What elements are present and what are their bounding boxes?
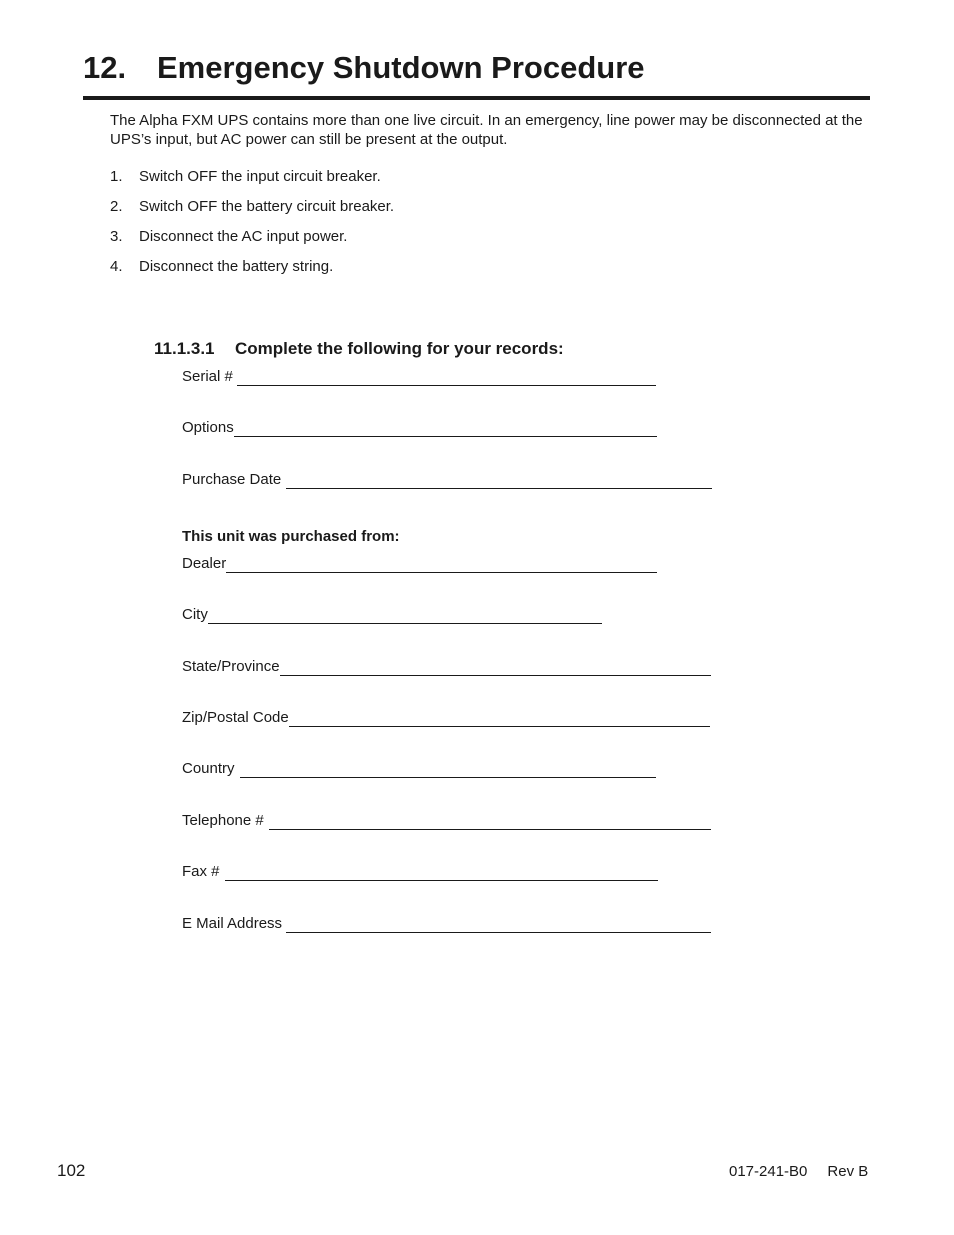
purchase-date-label: Purchase Date: [182, 471, 282, 488]
step-number: 2.: [110, 198, 123, 215]
purchased-from-heading: This unit was purchased from:: [182, 528, 400, 545]
fax-input-line[interactable]: [225, 866, 658, 881]
serial-field: [182, 366, 656, 386]
list-item: [110, 257, 394, 287]
telephone-input-line[interactable]: [269, 815, 711, 830]
dealer-label: Dealer: [182, 555, 227, 572]
page-number: 102: [57, 1161, 86, 1180]
page-title: [83, 48, 645, 88]
doc-number: 017-241-B0: [729, 1163, 808, 1180]
telephone-label: Telephone #: [182, 812, 264, 829]
step-number: 3.: [110, 228, 123, 245]
purchase-date-input-line[interactable]: [286, 474, 712, 489]
records-heading: [154, 338, 564, 360]
options-field: [182, 417, 657, 437]
email-field: [182, 913, 711, 933]
list-item: [110, 227, 394, 257]
telephone-field: [182, 810, 711, 830]
country-input-line[interactable]: [240, 763, 656, 778]
step-text: Disconnect the AC input power.: [139, 228, 348, 245]
records-section-number: 11.1.3.1: [154, 339, 215, 358]
city-input-line[interactable]: [208, 609, 602, 624]
serial-input-line[interactable]: [237, 371, 656, 386]
shutdown-steps: [110, 167, 394, 287]
state-field: [182, 656, 711, 676]
revision: Rev B: [827, 1163, 869, 1180]
step-number: 4.: [110, 258, 123, 275]
state-input-line[interactable]: [280, 661, 711, 676]
section-number: 12.: [83, 50, 127, 85]
state-label: State/Province: [182, 658, 280, 675]
list-item: [110, 167, 394, 197]
footer-doc-info: [729, 1163, 868, 1181]
options-input-line[interactable]: [234, 422, 657, 437]
step-number: 1.: [110, 168, 123, 185]
dealer-input-line[interactable]: [226, 558, 657, 573]
zip-input-line[interactable]: [289, 712, 710, 727]
fax-field: [182, 861, 658, 881]
section-title: Emergency Shutdown Procedure: [157, 50, 645, 85]
city-field: [182, 604, 602, 624]
zip-label: Zip/Postal Code: [182, 709, 289, 726]
title-divider: [83, 96, 870, 100]
country-field: [182, 758, 656, 778]
email-input-line[interactable]: [286, 918, 711, 933]
list-item: [110, 197, 394, 227]
records-heading-text: Complete the following for your records:: [235, 339, 564, 358]
fax-label: Fax #: [182, 863, 220, 880]
email-label: E Mail Address: [182, 915, 283, 932]
step-text: Switch OFF the input circuit breaker.: [139, 168, 381, 185]
dealer-field: [182, 553, 657, 573]
step-text: Disconnect the battery string.: [139, 258, 334, 275]
city-label: City: [182, 606, 208, 623]
purchase-date-field: [182, 469, 712, 489]
serial-label: Serial #: [182, 368, 233, 385]
options-label: Options: [182, 419, 234, 436]
zip-field: [182, 707, 710, 727]
country-label: Country: [182, 760, 235, 777]
step-text: Switch OFF the battery circuit breaker.: [139, 198, 395, 215]
intro-paragraph: The Alpha FXM UPS contains more than one live circuit. In an emergency, line power may be disconnected at the UPS’s input, but AC power can still be present at the output.: [110, 112, 863, 148]
